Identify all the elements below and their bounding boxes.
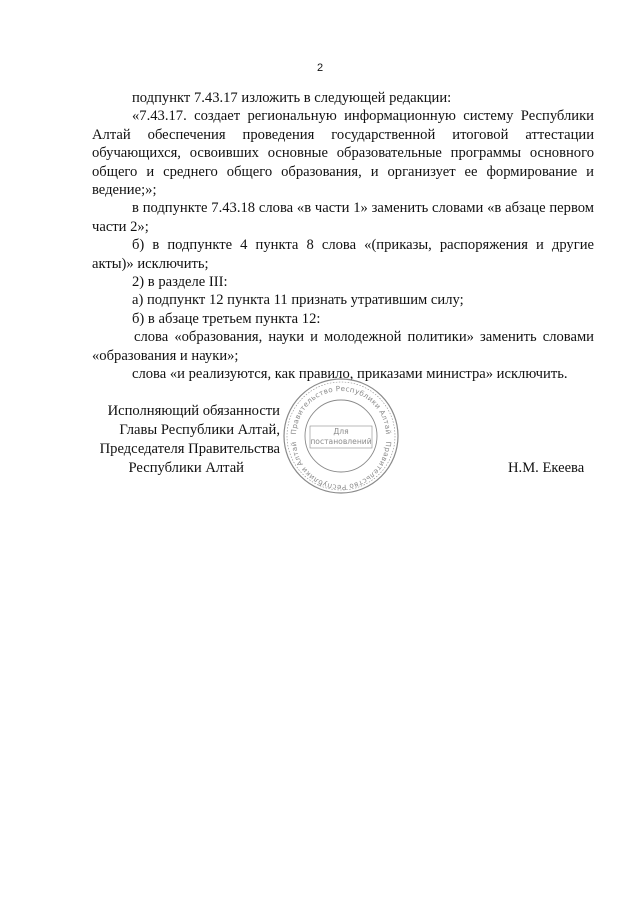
seal-ring-text-bottom: Правительство Республики Алтай [288,441,394,493]
paragraph-3: в подпункте 7.43.18 слова «в части 1» заменить словами «в абзаце первом части 2»; [92,200,594,235]
paragraph-4: б) в подпункте 4 пункта 8 слова «(приказы, распоряжения и другие акты)» исключить; [92,237,594,272]
seal-inner-text: Для постановлений [310,427,372,446]
signatory-title-line-3: Председателя Правительства [99,441,280,457]
official-seal-stamp [282,377,400,495]
signatory-title-line-1: Исполняющий обязанности [107,403,280,419]
paragraph-8: слова «образования, науки и молодежной политики» заменить словами «образования и науки»; [92,329,594,364]
paragraph-6: а) подпункт 12 пункта 11 признать утратившим силу; [132,292,464,309]
paragraph-7: б) в абзаце третьем пункта 12: [132,310,321,327]
signatory-title-line-4: Республики Алтай [128,460,244,476]
signatory-name: Н.М. Екеева [508,460,585,476]
document-body [92,89,594,384]
paragraph-1: подпункт 7.43.17 изложить в следующей редакции: [132,90,452,106]
paragraph-9: слова «и реализуются, как правило, приказами министра» исключить. [132,366,568,383]
svg-text:Правительство Республики Алтай [289,441,393,492]
page-number: 2 [316,62,324,74]
paragraph-5: 2) в разделе III: [132,274,228,291]
signatory-title-line-2: Главы Республики Алтай, [119,422,280,438]
seal-ring-text: Правительство Республики Алтай [288,383,394,435]
paragraph-2: «7.43.17. создает региональную информационную систему Республики Алтай обеспечения проведения государственной итоговой аттестации обучающихся, освоивших основные образовательные программы основного общего и среднего общего образования, и организует ее формирование и ведение;»; [92,108,594,199]
signatory-title [90,402,280,478]
